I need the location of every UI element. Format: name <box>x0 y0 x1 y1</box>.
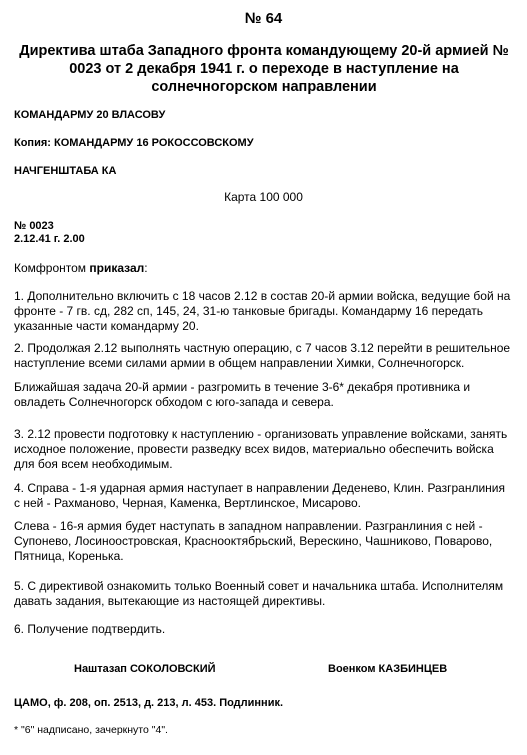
paragraph-4-left: Слева - 16-я армия будет наступать в западном направлении. Разгранлиния с ней - Супонево, Лосиноостровская, Краснооктябрьский, Верескино, Чашниково, Поварово, Пятница, Коренька. <box>14 519 493 563</box>
footnote: * "6" надписано, зачеркнуто "4". <box>14 724 168 736</box>
order-word: приказал <box>89 261 145 275</box>
addressee-general-staff: НАЧГЕНШТАБА КА <box>14 165 117 177</box>
paragraph-4: 4. Справа - 1-я ударная армия наступает в направлении Деденево, Клин. Разгранлиния с ней - Рахманово, Черная, Каменка, Вертлинское, Мисарово. <box>14 481 505 510</box>
order-suffix: : <box>144 261 148 275</box>
paragraph-2-task: Ближайшая задача 20-й армии - разгромить в течение 3-6* декабря противника и овладеть Солнечногорск обходом с юго-запада и севера. <box>14 380 471 409</box>
signature-commissar: Военком КАЗБИНЦЕВ <box>328 663 448 675</box>
paragraph-6: 6. Получение подтвердить. <box>14 622 166 636</box>
paragraph-5: 5. С директивой ознакомить только Военный совет и начальника штаба. Исполнителям давать задания, вытекающие из настоящей директивы. <box>14 579 504 608</box>
document-title: Директива штаба Западного фронта командующему 20-й армией № 0023 от 2 декабря 1941 г. о переходе в наступление на солнечногорском направлении <box>19 43 509 95</box>
order-prefix: Комфронтом <box>14 261 90 275</box>
archive-source: ЦАМО, ф. 208, оп. 2513, д. 213, л. 453. Подлинник. <box>14 697 284 709</box>
paragraph-3: 3. 2.12 провести подготовку к наступлению - организовать управление войсками, занять исходное положение, провести разведку всех видов, материально обеспечить войска для боя всем необходимым. <box>14 427 508 471</box>
signature-chief-of-staff: Наштазап СОКОЛОВСКИЙ <box>74 663 216 675</box>
paragraph-2: 2. Продолжая 2.12 выполнять частную операцию, с 7 часов 3.12 перейти в решительное наступление всеми силами армии в общем направлении Химки, Солнечногорск. <box>14 341 511 370</box>
reference-date: 2.12.41 г. 2.00 <box>14 233 85 245</box>
paragraph-1: 1. Дополнительно включить с 18 часов 2.12 в состав 20-й армии войска, ведущие бой на фронте - 7 гв. сд, 282 сп, 145, 24, 31-ю танковые бригады. Командарму 16 передать указанные части командарму 20. <box>14 289 511 333</box>
addressee-copy: Копия: КОМАНДАРМУ 16 РОКОССОВСКОМУ <box>14 137 254 149</box>
reference-number: № 0023 <box>14 220 54 232</box>
order-line <box>14 261 514 276</box>
addressee-commander-20: КОМАНДАРМУ 20 ВЛАСОВУ <box>14 109 166 121</box>
map-scale: Карта 100 000 <box>224 190 303 204</box>
document-number: № 64 <box>244 10 283 27</box>
